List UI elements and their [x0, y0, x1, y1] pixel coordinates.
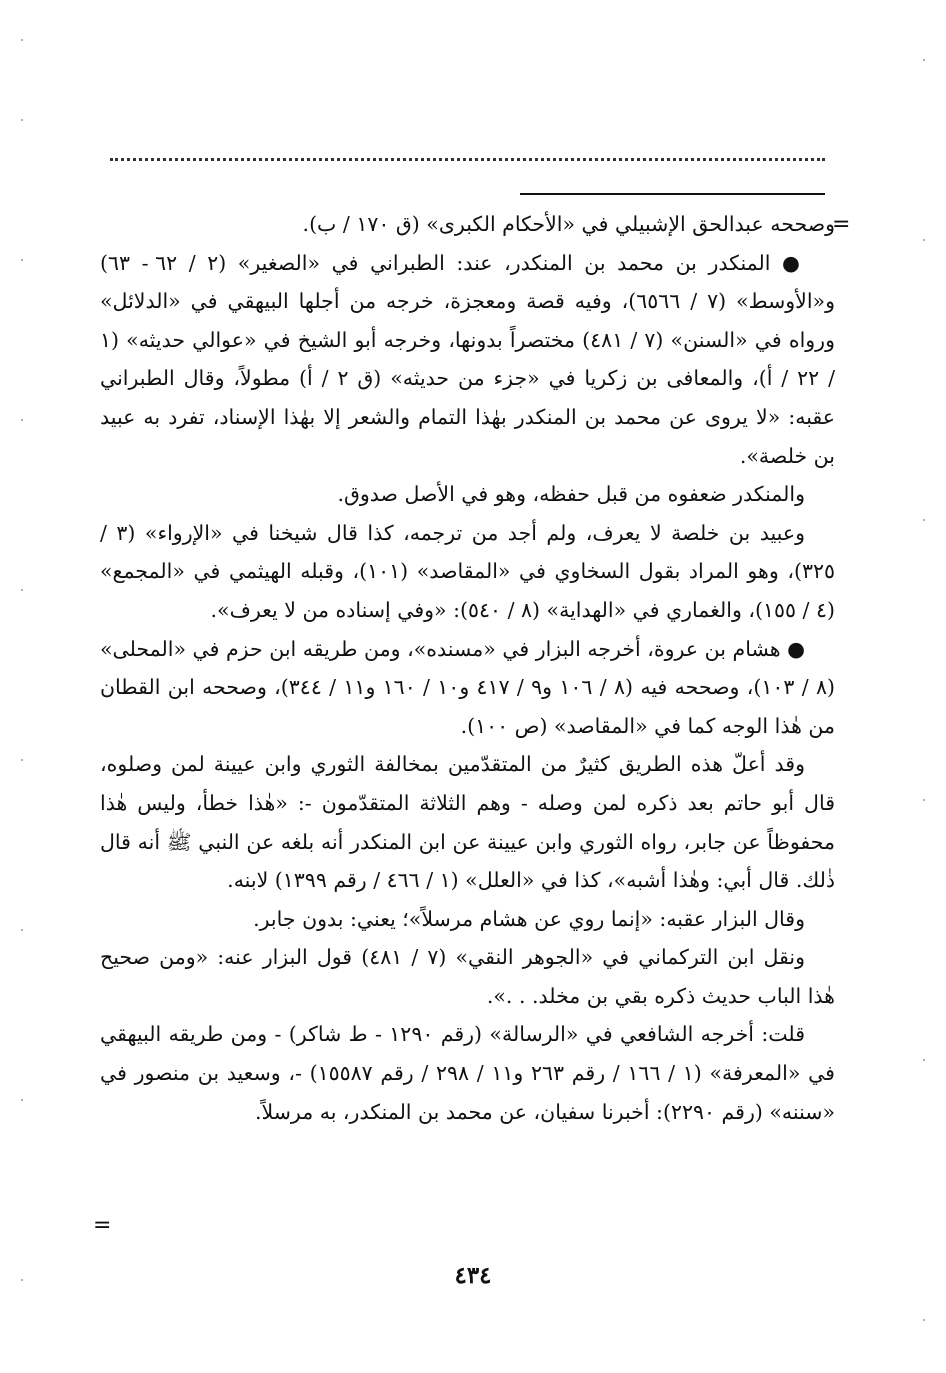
paragraph-8: ونقل ابن التركماني في «الجوهر النقي» (٧ / ٤٨١) قول البزار عنه: «ومن صحيح هٰذا الباب حديث ذكره بقي بن مخلد. . .».	[100, 945, 835, 1008]
paragraph-9: قلت: أخرجه الشافعي في «الرسالة» (رقم ١٢٩٠ - ط شاكر) - ومن طريقه البيهقي في «المعرفة» (١ / ١٦٦ / رقم ٢٦٣ و١١ / ٢٩٨ / رقم ١٥٥٨٧) -، وسعيد بن منصور في «سننه» (رقم ٢٢٩٠): أخبرنا سفيان، عن محمد بن المنكدر، به مرسلاً.	[100, 1022, 835, 1124]
paragraph-6: وقد أعلّ هذه الطريق كثيرٌ من المتقدّمين بمخالفة الثوري وابن عيينة لمن وصلوه، قال أبو حاتم بعد ذكره لمن وصله - وهم الثلاثة المتقدّمون -: «هٰذا خطأ، وليس هٰذا محفوظاً عن جابر، رواه الثوري وابن عيينة عن ابن المنكدر أنه بلغه عن النبي ﷺ أنه قال ذٰلك. قال أبي: وهٰذا أشبه»، كذا في «العلل» (١ / ٤٦٦ / رقم ١٣٩٩) لابنه.	[100, 752, 835, 893]
paragraph-4: وعبيد بن خلصة لا يعرف، ولم أجد من ترجمه، كذا قال شيخنا في «الإرواء» (٣ / ٣٢٥)، وهو المراد بقول السخاوي في «المقاصد» (١٠١)، وقبله الهيثمي في «المجمع» (٤ / ١٥٥)، والغماري في «الهداية» (٨ / ٥٤٠): «وفي إسناده من لا يعرف».	[100, 520, 835, 622]
continuation-mark-bottom: =	[93, 1213, 112, 1238]
paragraph-5: ● هشام بن عروة، أخرجه البزار في «مسنده»، ومن طريقه ابن حزم في «المحلى» (٨ / ١٠٣)، وصححه فيه (٨ / ١٠٦ و٩ / ٤١٧ و١٠ / ١٦٠ و١١ / ٣٤٤)، وصححه ابن القطان من هٰذا الوجه كما في «المقاصد» (ص ١٠٠).	[100, 636, 835, 738]
paragraph-2: ● المنكدر بن محمد بن المنكدر، عند: الطبراني في «الصغير» (٢ / ٦٢ - ٦٣) و«الأوسط» (٧ / ٦٥٦٦)، وفيه قصة ومعجزة، خرجه من أجلها البيهقي في «الدلائل» ورواه في «السنن» (٧ / ٤٨١) مختصراً بدونها، وخرجه أبو الشيخ في «عوالي حديثه» (١ / ٢٢ / أ)، والمعافى بن زكريا في «جزء من حديثه» (ق ٢ / أ) مطولاً، وقال الطبراني عقبه: «لا يروى عن محمد بن المنكدر بهٰذا التمام والشعر إلا بهٰذا الإسناد، تفرد به عبيد بن خلصة».	[100, 250, 835, 468]
paragraph-7: وقال البزار عقبه: «إنما روي عن هشام مرسلاً»؛ يعني: بدون جابر.	[253, 906, 805, 931]
footnote-rule	[520, 193, 825, 195]
body-text	[100, 205, 835, 1131]
continuation-mark-top: =	[832, 212, 851, 237]
page-number: ٤٣٤	[454, 1262, 492, 1289]
paragraph-3: والمنكدر ضعفوه من قبل حفظه، وهو في الأصل صدوق.	[337, 482, 805, 507]
paragraph-1: وصححه عبدالحق الإشبيلي في «الأحكام الكبرى» (ق ١٧٠ / ب).	[302, 212, 835, 236]
dotted-separator	[110, 158, 825, 161]
